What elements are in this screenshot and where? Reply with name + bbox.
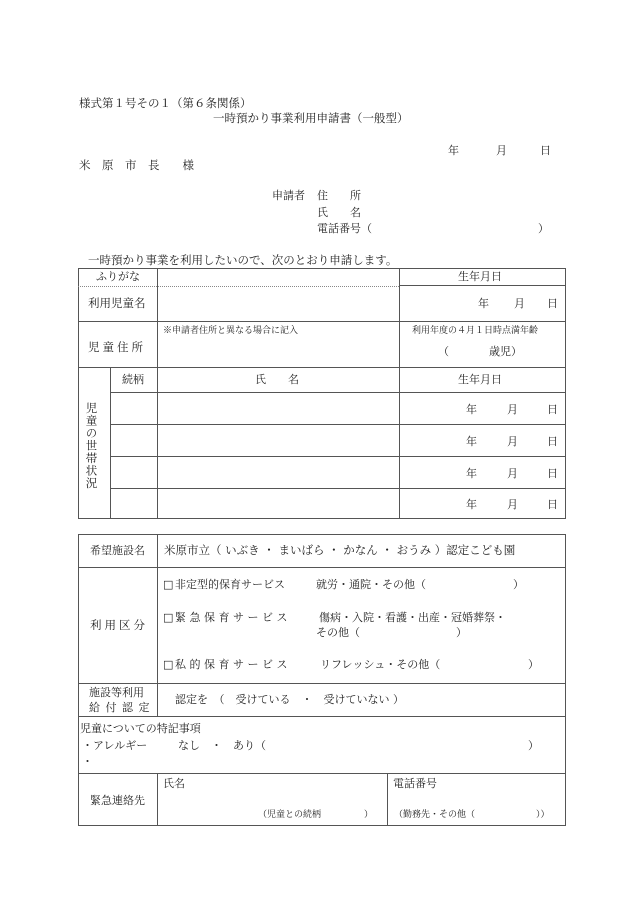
child-name-label: 利用児童名 [88, 296, 146, 310]
child-address-field[interactable] [158, 322, 398, 366]
row-year: 年 [466, 467, 477, 480]
furigana-field[interactable] [158, 269, 398, 285]
date-day: 日 [540, 144, 551, 157]
option-name: 緊 急 保 育 サ ー ビ ス [175, 611, 288, 624]
row-year: 年 [466, 498, 477, 511]
age-unit: 歳児） [489, 345, 522, 358]
benefit-label-line1: 施設等利用 [89, 686, 144, 699]
option-reasons: 就労・通院・その他（ [316, 578, 426, 591]
emergency-name-field[interactable] [158, 792, 386, 806]
benefit-options[interactable]: 認定を （ 受けている ・ 受けていない ） [175, 693, 404, 706]
applicant-phone-label: 電話番号（ [317, 222, 372, 235]
age-open-paren: （ [438, 345, 449, 358]
child-birth-day: 日 [547, 297, 558, 310]
row-month: 月 [507, 403, 518, 416]
household-relation-header: 続柄 [122, 373, 144, 386]
applicant-label: 申請者 [272, 189, 305, 202]
usage-label: 利用区分 [90, 618, 148, 632]
checkbox-icon[interactable]: □ [163, 658, 174, 671]
applicant-name-label: 氏 名 [317, 206, 361, 219]
option-name: 非定型的保育サービス [175, 578, 285, 591]
form-title: 一時預かり事業利用申請書（一般型） [213, 111, 409, 125]
notes-title: 児童についての特記事項 [80, 722, 201, 735]
addressee: 米 原 市 長 様 [79, 158, 194, 172]
row-month: 月 [507, 435, 518, 448]
allergy-close: ） [528, 739, 539, 752]
row-day: 日 [547, 467, 558, 480]
emergency-phone-close: ）） [536, 810, 550, 820]
benefit-label-line2: 給 付 認 定 [89, 701, 151, 714]
emergency-name-label: 氏名 [163, 777, 185, 790]
row-year: 年 [466, 403, 477, 416]
household-label: 児童の世帯状況 [84, 402, 99, 490]
date-month: 月 [496, 144, 507, 157]
option-close: ） [456, 626, 467, 639]
option-close: ） [513, 578, 524, 591]
row-year: 年 [466, 435, 477, 448]
child-name-field[interactable] [158, 287, 398, 320]
age-note: 利用年度の４月１日時点満年齢 [412, 326, 539, 336]
option-close: ） [528, 658, 539, 671]
emergency-phone-field[interactable] [388, 792, 564, 806]
child-birth-month: 月 [514, 297, 525, 310]
household-birthdate-header: 生年月日 [458, 373, 502, 386]
applicant-address-label: 住 所 [317, 189, 361, 202]
emergency-phone-label: 電話番号 [393, 777, 437, 790]
emergency-phone-type: （勤務先・その他（ [394, 810, 476, 820]
row-day: 日 [547, 435, 558, 448]
row-month: 月 [507, 498, 518, 511]
intro-text: 一時預かり事業を利用したいので、次のとおり申請します。 [88, 253, 398, 267]
checkbox-icon[interactable]: □ [163, 578, 174, 591]
facility-label: 希望施設名 [90, 544, 145, 557]
birthdate-header: 生年月日 [458, 270, 502, 283]
child-address-note: ※申請者住所と異なる場合に記入 [163, 326, 299, 336]
emergency-label: 緊急連絡先 [90, 794, 145, 807]
allergy-options[interactable]: なし ・ あり（ [178, 739, 266, 752]
option-reasons-other: その他（ [316, 626, 360, 639]
row-month: 月 [507, 467, 518, 480]
household-name-header: 氏 名 [255, 373, 299, 386]
facility-options[interactable]: 米原市立（ いぶき ・ まいばら ・ かなん ・ おうみ ）認定こども園 [164, 543, 516, 557]
notes-bullet: ・ [82, 755, 93, 768]
date-year: 年 [448, 144, 459, 157]
child-address-label: 児童住所 [88, 340, 146, 354]
row-day: 日 [547, 498, 558, 511]
checkbox-icon[interactable]: □ [163, 611, 174, 624]
option-reasons: 傷病・入院・看護・出産・冠婚葬祭・ [319, 611, 506, 624]
furigana-label: ふりがな [96, 270, 140, 283]
emergency-relation-label: （児童との続柄 [258, 810, 322, 820]
row-day: 日 [547, 403, 558, 416]
child-birth-year: 年 [478, 297, 489, 310]
allergy-label: ・アレルギー [82, 739, 148, 752]
applicant-phone-close: ） [538, 222, 549, 235]
option-name: 私 的 保 育 サ ー ビ ス [175, 658, 288, 671]
form-number: 様式第１号その１（第６条関係） [79, 96, 252, 110]
option-reasons: リフレッシュ・その他（ [320, 658, 441, 671]
emergency-relation-close: ） [364, 810, 374, 820]
